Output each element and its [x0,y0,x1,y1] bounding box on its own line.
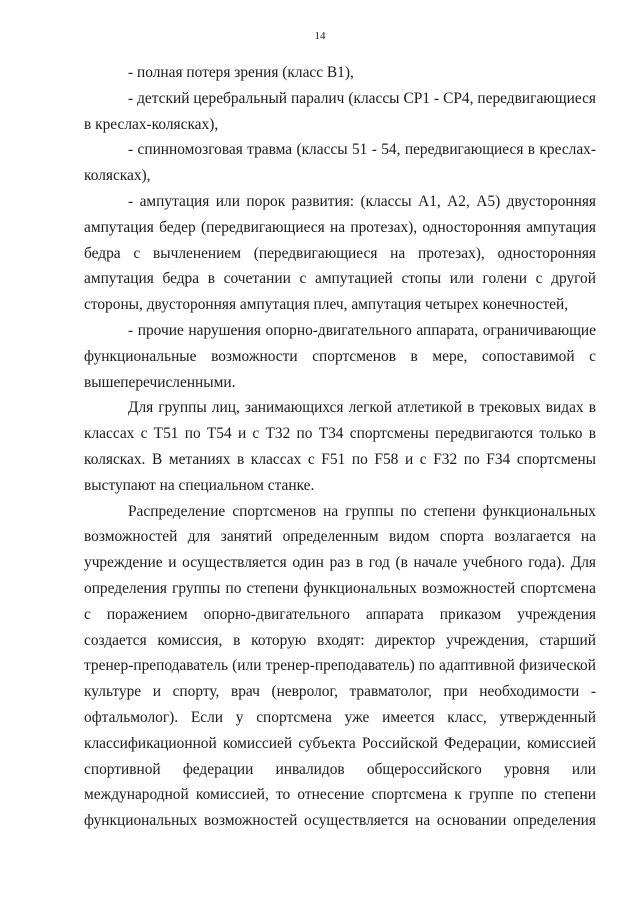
text-line: - полная потеря зрения (класс В1), [128,64,354,81]
text-line: с поражением опорно-двигательного аппарата приказом учреждения [84,605,596,623]
text-line: тренер-преподаватель (или тренер-преподаватель) по адаптивной физической [84,657,596,675]
paragraph-other-disorders [84,318,596,395]
text-line: вышеперечисленными. [84,373,236,391]
document-body [84,60,596,834]
text-line: ампутация бедер (передвигающиеся на протезах), односторонняя ампутация [84,218,596,236]
text-line: бедра с вычленением (передвигающиеся на протезах), односторонняя [84,244,596,262]
text-line: функциональные возможности спортсменов в мере, сопоставимой с [84,347,596,365]
text-line: возможностей для занятий определенным видом спорта возлагается на [84,528,596,546]
text-line: - ампутация или порок развития: (классы А1, А2, А5) двусторонняя [128,192,596,210]
page-number: 14 [314,30,326,42]
text-line: классах с Т51 по Т54 и с Т32 по Т34 спортсмены передвигаются только в [84,425,596,443]
text-line: ампутация бедра в сочетании с ампутацией стопы или голени с другой [84,270,596,288]
text-line: - детский церебральный паралич (классы СР1 - СР4, передвигающиеся [128,89,596,107]
text-line: создается комиссия, в которую входят: директор учреждения, старший [84,631,596,649]
paragraph-distribution [84,499,596,834]
paragraph-cerebral-palsy [84,86,596,138]
text-line: - прочие нарушения опорно-двигательного аппарата, ограничивающие [128,321,596,339]
text-line: стороны, двусторонняя ампутация плеч, ампутация четырех конечностей, [84,296,569,314]
text-line: классификационной комиссией субъекта Российской Федерации, комиссией [84,734,596,752]
text-line: определения группы по степени функциональных возможностей спортсмена [84,579,596,597]
paragraph-spinal-injury [84,137,596,189]
text-line: функциональных возможностей осуществляется на основании определения [84,812,596,830]
text-line: культуре и спорту, врач (невролог, травматолог, при необходимости - [84,683,596,701]
text-line: колясках. В метаниях в классах с F51 по F58 и с F32 по F34 спортсмены [84,450,596,468]
paragraph-amputation [84,189,596,318]
text-line: спортивной федерации инвалидов общероссийского уровня или [84,760,596,778]
paragraph-vision-loss [84,60,596,86]
text-line: Распределение спортсменов на группы по степени функциональных [128,502,596,520]
paragraph-athletics [84,395,596,498]
text-line: выступают на специальном станке. [84,476,315,494]
text-line: Для группы лиц, занимающихся легкой атлетикой в трековых видах в [128,399,596,417]
text-line: в креслах-колясках), [84,115,219,133]
text-line: международной комиссией, то отнесение спортсмена к группе по степени [84,786,596,804]
text-line: учреждение и осуществляется один раз в год (в начале учебного года). Для [84,554,596,572]
text-line: колясках), [84,167,151,185]
text-line: - спинномозговая травма (классы 51 - 54, передвигающиеся в креслах- [128,141,596,159]
text-line: офтальмолог). Если у спортсмена уже имеется класс, утвержденный [84,708,596,726]
